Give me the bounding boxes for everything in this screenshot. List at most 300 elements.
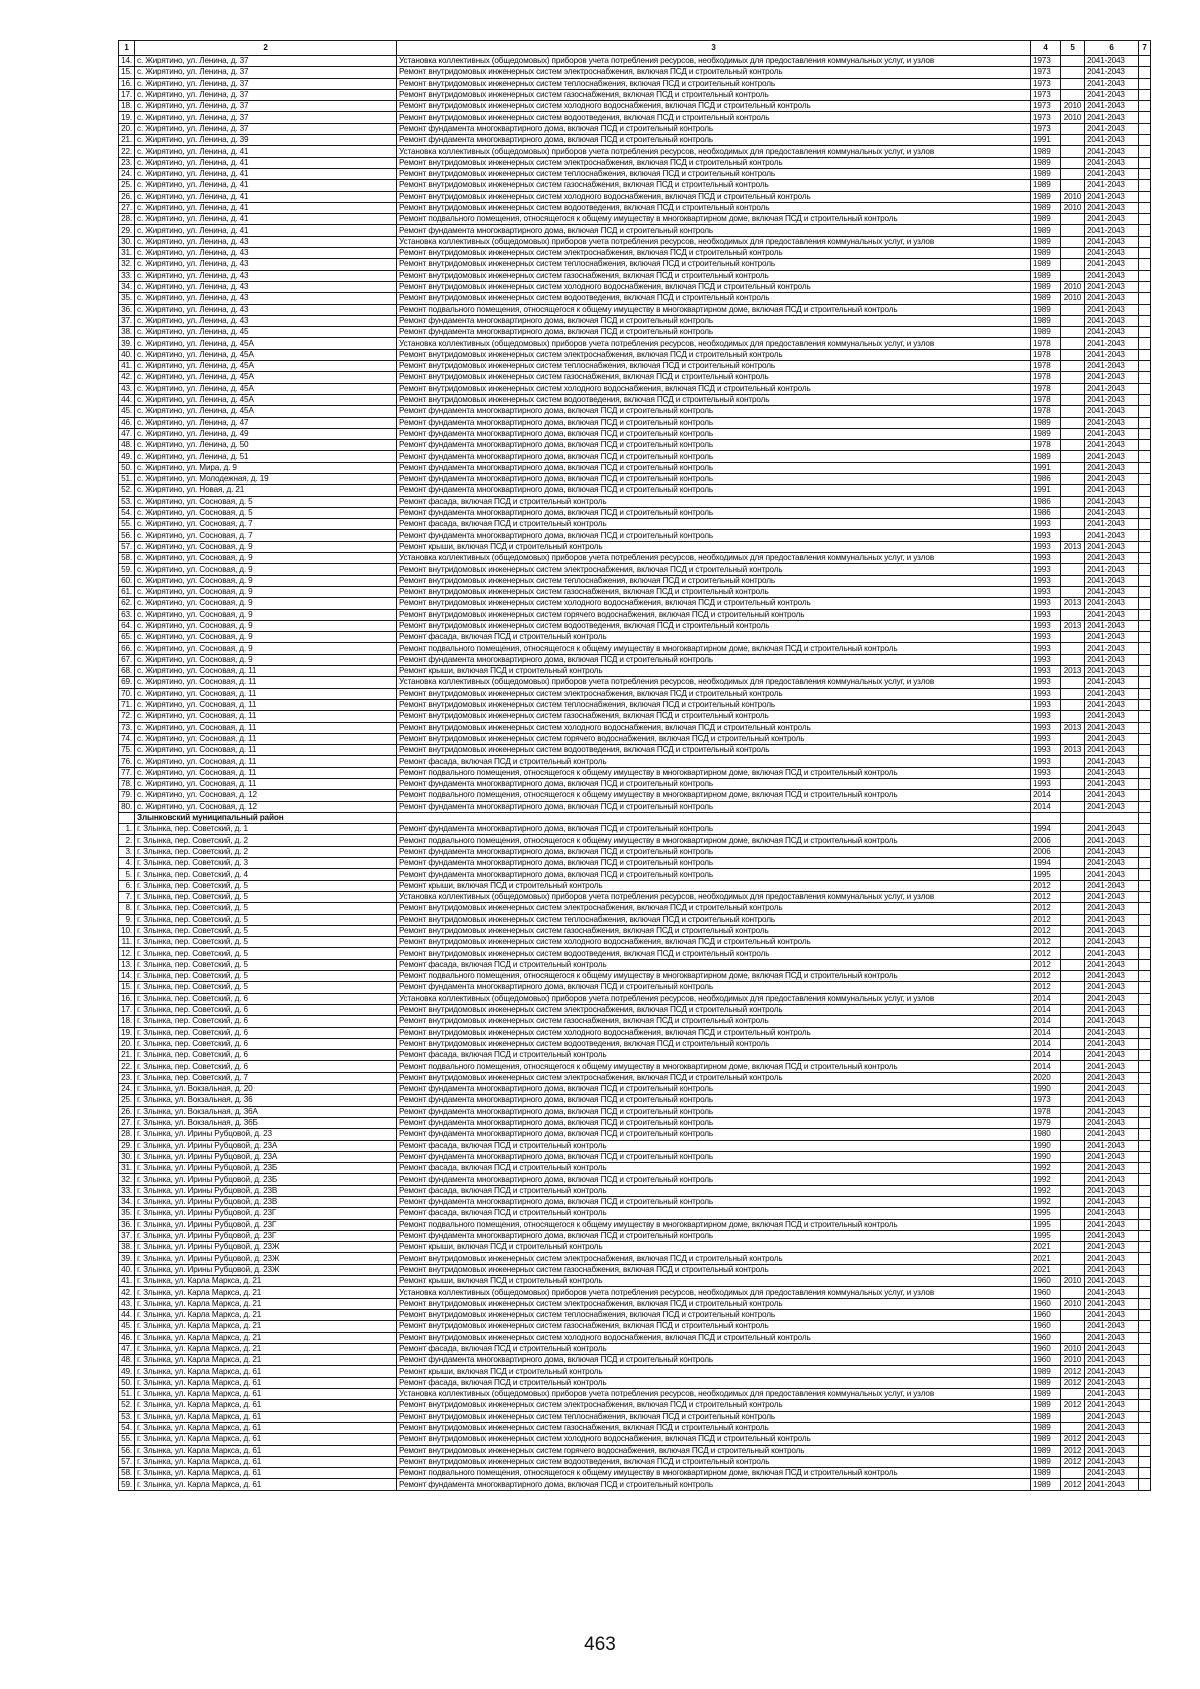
address: с. Жирятино, ул. Сосновая, д. 11 — [135, 711, 397, 722]
work-type: Ремонт крыши, включая ПСД и строительный контроль — [397, 541, 1031, 552]
table-row — [119, 1004, 1151, 1015]
column-7-cell — [1139, 835, 1151, 846]
work-type: Ремонт подвального помещения, относящегося к общему имуществу в многоквартирном доме, включая ПСД и строительный контроль — [397, 971, 1031, 982]
last-repair-year — [1061, 959, 1085, 970]
column-7-cell — [1139, 293, 1151, 304]
row-number: 63. — [119, 609, 135, 620]
work-type: Ремонт фасада, включая ПСД и строительный контроль — [397, 1163, 1031, 1174]
work-type: Ремонт внутридомовых инженерных систем холодного водоснабжения, включая ПСД и строительный контроль — [397, 1332, 1031, 1343]
row-number: 25. — [119, 180, 135, 191]
column-7-cell — [1139, 824, 1151, 835]
row-number: 33. — [119, 1185, 135, 1196]
table-row — [119, 846, 1151, 857]
work-type: Ремонт фундамента многоквартирного дома, включая ПСД и строительный контроль — [397, 440, 1031, 451]
last-repair-year — [1061, 1174, 1085, 1185]
work-type — [397, 812, 1031, 823]
last-repair-year — [1061, 1253, 1085, 1264]
row-number: 22. — [119, 146, 135, 157]
planned-period: 2041-2043 — [1085, 191, 1139, 202]
last-repair-year — [1061, 406, 1085, 417]
row-number: 46. — [119, 1332, 135, 1343]
address: г. Злынка, ул. Ирины Рубцовой, д. 23Ж — [135, 1242, 397, 1253]
table-row — [119, 168, 1151, 179]
year-built: 1993 — [1031, 519, 1061, 530]
work-type: Ремонт фундамента многоквартирного дома, включая ПСД и строительный контроль — [397, 846, 1031, 857]
last-repair-year: 2013 — [1061, 620, 1085, 631]
year-built: 1986 — [1031, 473, 1061, 484]
work-type: Ремонт фундамента многоквартирного дома, включая ПСД и строительный контроль — [397, 451, 1031, 462]
year-built: 1993 — [1031, 575, 1061, 586]
table-row — [119, 1264, 1151, 1275]
address: г. Злынка, ул. Ирины Рубцовой, д. 23А — [135, 1151, 397, 1162]
work-type: Установка коллективных (общедомовых) приборов учета потребления ресурсов, необходимых для предоставления коммунальных услуг, и узлов — [397, 891, 1031, 902]
year-built: 1993 — [1031, 711, 1061, 722]
year-built: 2014 — [1031, 1027, 1061, 1038]
work-type: Ремонт внутридомовых инженерных систем водоотведения, включая ПСД и строительный контроль — [397, 394, 1031, 405]
column-7-cell — [1139, 767, 1151, 778]
work-type: Ремонт фундамента многоквартирного дома, включая ПСД и строительный контроль — [397, 869, 1031, 880]
work-type: Ремонт внутридомовых инженерных систем холодного водоснабжения, включая ПСД и строительный контроль — [397, 937, 1031, 948]
column-7-cell — [1139, 315, 1151, 326]
row-number: 42. — [119, 372, 135, 383]
address: г. Злынка, пер. Советский, д. 5 — [135, 982, 397, 993]
table-row — [119, 225, 1151, 236]
table-row — [119, 146, 1151, 157]
work-type: Ремонт внутридомовых инженерных систем газоснабжения, включая ПСД и строительный контроль — [397, 372, 1031, 383]
address: г. Злынка, пер. Советский, д. 7 — [135, 1072, 397, 1083]
year-built: 2014 — [1031, 1050, 1061, 1061]
column-7-cell — [1139, 202, 1151, 213]
table-row — [119, 270, 1151, 281]
year-built: 1989 — [1031, 304, 1061, 315]
year-built: 1993 — [1031, 632, 1061, 643]
row-number: 45. — [119, 406, 135, 417]
row-number: 16. — [119, 78, 135, 89]
column-7-cell — [1139, 1208, 1151, 1219]
table-row — [119, 699, 1151, 710]
work-type: Установка коллективных (общедомовых) приборов учета потребления ресурсов, необходимых для предоставления коммунальных услуг, и узлов — [397, 553, 1031, 564]
planned-period: 2041-2043 — [1085, 937, 1139, 948]
last-repair-year — [1061, 654, 1085, 665]
work-type: Ремонт внутридомовых инженерных систем электроснабжения, включая ПСД и строительный контроль — [397, 1298, 1031, 1309]
work-type: Установка коллективных (общедомовых) приборов учета потребления ресурсов, необходимых для предоставления коммунальных услуг, и узлов — [397, 1389, 1031, 1400]
planned-period: 2041-2043 — [1085, 1445, 1139, 1456]
planned-period: 2041-2043 — [1085, 643, 1139, 654]
planned-period: 2041-2043 — [1085, 462, 1139, 473]
row-number: 80. — [119, 801, 135, 812]
column-7-cell — [1139, 191, 1151, 202]
address: с. Жирятино, ул. Сосновая, д. 9 — [135, 609, 397, 620]
row-number: 25. — [119, 1095, 135, 1106]
table-row — [119, 338, 1151, 349]
year-built: 2012 — [1031, 959, 1061, 970]
work-type: Ремонт крыши, включая ПСД и строительный контроль — [397, 880, 1031, 891]
planned-period: 2041-2043 — [1085, 214, 1139, 225]
last-repair-year — [1061, 948, 1085, 959]
last-repair-year — [1061, 801, 1085, 812]
row-number: 26. — [119, 1106, 135, 1117]
work-type: Ремонт фундамента многоквартирного дома, включая ПСД и строительный контроль — [397, 824, 1031, 835]
work-type: Ремонт внутридомовых инженерных систем газоснабжения, включая ПСД и строительный контроль — [397, 1321, 1031, 1332]
row-number: 21. — [119, 135, 135, 146]
year-built: 1994 — [1031, 858, 1061, 869]
last-repair-year — [1061, 575, 1085, 586]
last-repair-year — [1061, 586, 1085, 597]
work-type: Ремонт внутридомовых инженерных систем электроснабжения, включая ПСД и строительный контроль — [397, 1072, 1031, 1083]
work-type: Ремонт внутридомовых инженерных систем газоснабжения, включая ПСД и строительный контроль — [397, 1016, 1031, 1027]
last-repair-year — [1061, 903, 1085, 914]
section-header-row — [119, 812, 1151, 823]
planned-period: 2041-2043 — [1085, 315, 1139, 326]
column-7-cell — [1139, 564, 1151, 575]
address: с. Жирятино, ул. Сосновая, д. 5 — [135, 507, 397, 518]
last-repair-year: 2012 — [1061, 1445, 1085, 1456]
column-7-cell — [1139, 858, 1151, 869]
column-7-cell — [1139, 1355, 1151, 1366]
column-7-cell — [1139, 1434, 1151, 1445]
planned-period: 2041-2043 — [1085, 756, 1139, 767]
planned-period: 2041-2043 — [1085, 858, 1139, 869]
last-repair-year — [1061, 812, 1085, 823]
work-type: Ремонт внутридомовых инженерных систем электроснабжения, включая ПСД и строительный контроль — [397, 564, 1031, 575]
column-7-cell — [1139, 1196, 1151, 1207]
row-number: 48. — [119, 1355, 135, 1366]
column-7-cell — [1139, 451, 1151, 462]
planned-period: 2041-2043 — [1085, 1456, 1139, 1467]
last-repair-year — [1061, 338, 1085, 349]
row-number: 24. — [119, 1084, 135, 1095]
planned-period: 2041-2043 — [1085, 270, 1139, 281]
year-built: 1973 — [1031, 89, 1061, 100]
last-repair-year — [1061, 157, 1085, 168]
table-row — [119, 948, 1151, 959]
year-built: 1995 — [1031, 1208, 1061, 1219]
row-number: 34. — [119, 1196, 135, 1207]
table-row — [119, 180, 1151, 191]
last-repair-year — [1061, 1309, 1085, 1320]
column-7-cell — [1139, 394, 1151, 405]
table-row — [119, 394, 1151, 405]
year-built: 1960 — [1031, 1321, 1061, 1332]
row-number: 15. — [119, 982, 135, 993]
planned-period: 2041-2043 — [1085, 225, 1139, 236]
last-repair-year — [1061, 440, 1085, 451]
planned-period: 2041-2043 — [1085, 202, 1139, 213]
year-built: 1978 — [1031, 394, 1061, 405]
year-built: 1993 — [1031, 609, 1061, 620]
planned-period: 2041-2043 — [1085, 78, 1139, 89]
last-repair-year — [1061, 67, 1085, 78]
planned-period: 2041-2043 — [1085, 1468, 1139, 1479]
table-row — [119, 248, 1151, 259]
work-type: Ремонт фундамента многоквартирного дома, включая ПСД и строительный контроль — [397, 327, 1031, 338]
table-row — [119, 304, 1151, 315]
row-number: 61. — [119, 586, 135, 597]
row-number: 71. — [119, 699, 135, 710]
table-row — [119, 349, 1151, 360]
address: г. Злынка, ул. Ирины Рубцовой, д. 23Г — [135, 1208, 397, 1219]
last-repair-year — [1061, 993, 1085, 1004]
work-type: Ремонт подвального помещения, относящегося к общему имуществу в многоквартирном доме, включая ПСД и строительный контроль — [397, 767, 1031, 778]
address: г. Злынка, ул. Карла Маркса, д. 61 — [135, 1422, 397, 1433]
table-row — [119, 654, 1151, 665]
last-repair-year — [1061, 507, 1085, 518]
last-repair-year — [1061, 56, 1085, 67]
column-7-cell — [1139, 281, 1151, 292]
table-row — [119, 1377, 1151, 1388]
table-row — [119, 609, 1151, 620]
column-7-cell — [1139, 1366, 1151, 1377]
row-number: 10. — [119, 925, 135, 936]
table-row — [119, 1185, 1151, 1196]
last-repair-year: 2010 — [1061, 293, 1085, 304]
address: г. Злынка, ул. Ирины Рубцовой, д. 23 — [135, 1129, 397, 1140]
table-row — [119, 236, 1151, 247]
work-type: Ремонт подвального помещения, относящегося к общему имуществу в многоквартирном доме, включая ПСД и строительный контроль — [397, 1468, 1031, 1479]
row-number: 68. — [119, 666, 135, 677]
column-7-cell — [1139, 699, 1151, 710]
address: с. Жирятино, ул. Ленина, д. 49 — [135, 428, 397, 439]
column-header-7: 7 — [1139, 41, 1151, 56]
planned-period: 2041-2043 — [1085, 1377, 1139, 1388]
year-built: 1980 — [1031, 1129, 1061, 1140]
column-7-cell — [1139, 1219, 1151, 1230]
address: с. Жирятино, ул. Ленина, д. 45А — [135, 349, 397, 360]
table-row — [119, 281, 1151, 292]
address: с. Жирятино, ул. Ленина, д. 41 — [135, 202, 397, 213]
work-type: Ремонт фасада, включая ПСД и строительный контроль — [397, 1050, 1031, 1061]
planned-period: 2041-2043 — [1085, 824, 1139, 835]
planned-period: 2041-2043 — [1085, 383, 1139, 394]
address: г. Злынка, ул. Карла Маркса, д. 21 — [135, 1332, 397, 1343]
year-built: 2014 — [1031, 1038, 1061, 1049]
work-type: Ремонт внутридомовых инженерных систем теплоснабжения, включая ПСД и строительный контроль — [397, 168, 1031, 179]
column-7-cell — [1139, 711, 1151, 722]
work-type: Ремонт фундамента многоквартирного дома, включая ПСД и строительный контроль — [397, 1106, 1031, 1117]
table-row — [119, 677, 1151, 688]
planned-period — [1085, 812, 1139, 823]
column-header-4: 4 — [1031, 41, 1061, 56]
planned-period: 2041-2043 — [1085, 1422, 1139, 1433]
address: с. Жирятино, ул. Ленина, д. 41 — [135, 214, 397, 225]
last-repair-year — [1061, 1027, 1085, 1038]
work-type: Ремонт фундамента многоквартирного дома, включая ПСД и строительный контроль — [397, 406, 1031, 417]
year-built: 1960 — [1031, 1355, 1061, 1366]
column-7-cell — [1139, 1343, 1151, 1354]
row-number: 13. — [119, 959, 135, 970]
address: г. Злынка, ул. Ирины Рубцовой, д. 23Ж — [135, 1264, 397, 1275]
table-row — [119, 191, 1151, 202]
planned-period: 2041-2043 — [1085, 406, 1139, 417]
planned-period: 2041-2043 — [1085, 1309, 1139, 1320]
table-row — [119, 135, 1151, 146]
column-7-cell — [1139, 790, 1151, 801]
last-repair-year: 2010 — [1061, 1343, 1085, 1354]
address: с. Жирятино, ул. Ленина, д. 37 — [135, 56, 397, 67]
work-type: Ремонт фасада, включая ПСД и строительный контроль — [397, 496, 1031, 507]
column-7-cell — [1139, 1016, 1151, 1027]
row-number: 70. — [119, 688, 135, 699]
year-built: 1989 — [1031, 315, 1061, 326]
column-7-cell — [1139, 733, 1151, 744]
row-number: 57. — [119, 1456, 135, 1467]
year-built: 1993 — [1031, 541, 1061, 552]
column-7-cell — [1139, 1332, 1151, 1343]
table-row — [119, 89, 1151, 100]
work-type: Ремонт фундамента многоквартирного дома, включая ПСД и строительный контроль — [397, 1117, 1031, 1128]
row-number: 77. — [119, 767, 135, 778]
column-7-cell — [1139, 519, 1151, 530]
address: г. Злынка, пер. Советский, д. 5 — [135, 948, 397, 959]
last-repair-year: 2012 — [1061, 1456, 1085, 1467]
row-number: 58. — [119, 1468, 135, 1479]
table-row — [119, 1140, 1151, 1151]
address: с. Жирятино, ул. Ленина, д. 45А — [135, 361, 397, 372]
planned-period: 2041-2043 — [1085, 688, 1139, 699]
last-repair-year: 2013 — [1061, 598, 1085, 609]
table-row — [119, 733, 1151, 744]
last-repair-year — [1061, 1061, 1085, 1072]
column-7-cell — [1139, 361, 1151, 372]
address: с. Жирятино, ул. Ленина, д. 37 — [135, 123, 397, 134]
row-number: 74. — [119, 733, 135, 744]
planned-period: 2041-2043 — [1085, 451, 1139, 462]
row-number: 50. — [119, 462, 135, 473]
year-built: 1989 — [1031, 202, 1061, 213]
work-type: Ремонт фундамента многоквартирного дома, включая ПСД и строительный контроль — [397, 1174, 1031, 1185]
year-built: 1978 — [1031, 338, 1061, 349]
work-type: Ремонт внутридомовых инженерных систем водоотведения, включая ПСД и строительный контроль — [397, 948, 1031, 959]
year-built: 2014 — [1031, 801, 1061, 812]
year-built: 1989 — [1031, 191, 1061, 202]
work-type: Ремонт внутридомовых инженерных систем водоотведения, включая ПСД и строительный контроль — [397, 293, 1031, 304]
address: г. Злынка, ул. Карла Маркса, д. 21 — [135, 1287, 397, 1298]
year-built: 2014 — [1031, 790, 1061, 801]
table-row — [119, 473, 1151, 484]
year-built: 2020 — [1031, 1072, 1061, 1083]
column-7-cell — [1139, 1298, 1151, 1309]
last-repair-year — [1061, 1050, 1085, 1061]
column-7-cell — [1139, 327, 1151, 338]
row-number: 49. — [119, 451, 135, 462]
address: с. Жирятино, ул. Сосновая, д. 5 — [135, 496, 397, 507]
last-repair-year — [1061, 1208, 1085, 1219]
address: с. Жирятино, ул. Сосновая, д. 11 — [135, 666, 397, 677]
table-row — [119, 1445, 1151, 1456]
row-number: 54. — [119, 507, 135, 518]
address: с. Жирятино, ул. Сосновая, д. 11 — [135, 733, 397, 744]
address: г. Злынка, ул. Вокзальная, д. 36А — [135, 1106, 397, 1117]
address: с. Жирятино, ул. Ленина, д. 51 — [135, 451, 397, 462]
row-number: 56. — [119, 1445, 135, 1456]
table-row — [119, 1298, 1151, 1309]
last-repair-year — [1061, 89, 1085, 100]
table-row — [119, 620, 1151, 631]
year-built: 1993 — [1031, 620, 1061, 631]
column-7-cell — [1139, 1276, 1151, 1287]
work-type: Ремонт подвального помещения, относящегося к общему имуществу в многоквартирном доме, включая ПСД и строительный контроль — [397, 790, 1031, 801]
last-repair-year — [1061, 372, 1085, 383]
row-number: 4. — [119, 858, 135, 869]
row-number: 14. — [119, 56, 135, 67]
last-repair-year — [1061, 214, 1085, 225]
year-built: 2012 — [1031, 903, 1061, 914]
table-row — [119, 745, 1151, 756]
column-header-6: 6 — [1085, 41, 1139, 56]
address: г. Злынка, пер. Советский, д. 6 — [135, 993, 397, 1004]
address: г. Злынка, ул. Ирины Рубцовой, д. 23В — [135, 1185, 397, 1196]
column-7-cell — [1139, 304, 1151, 315]
address: с. Жирятино, ул. Сосновая, д. 9 — [135, 564, 397, 575]
work-type: Ремонт внутридомовых инженерных систем электроснабжения, включая ПСД и строительный контроль — [397, 157, 1031, 168]
table-body — [119, 56, 1151, 1491]
last-repair-year: 2013 — [1061, 722, 1085, 733]
year-built: 1986 — [1031, 496, 1061, 507]
row-number: 38. — [119, 1242, 135, 1253]
work-type: Ремонт фундамента многоквартирного дома, включая ПСД и строительный контроль — [397, 801, 1031, 812]
address: г. Злынка, ул. Карла Маркса, д. 61 — [135, 1366, 397, 1377]
column-7-cell — [1139, 462, 1151, 473]
table-row — [119, 1230, 1151, 1241]
row-number: 33. — [119, 270, 135, 281]
row-number: 75. — [119, 745, 135, 756]
column-7-cell — [1139, 530, 1151, 541]
planned-period: 2041-2043 — [1085, 349, 1139, 360]
address: г. Злынка, ул. Карла Маркса, д. 61 — [135, 1377, 397, 1388]
column-7-cell — [1139, 112, 1151, 123]
last-repair-year — [1061, 914, 1085, 925]
table-row — [119, 541, 1151, 552]
column-7-cell — [1139, 1468, 1151, 1479]
year-built: 1989 — [1031, 1400, 1061, 1411]
year-built: 1989 — [1031, 281, 1061, 292]
planned-period: 2041-2043 — [1085, 1196, 1139, 1207]
column-7-cell — [1139, 1456, 1151, 1467]
repair-schedule-table — [118, 40, 1151, 1491]
last-repair-year — [1061, 925, 1085, 936]
table-row — [119, 835, 1151, 846]
table-row — [119, 507, 1151, 518]
row-number: 7. — [119, 891, 135, 902]
address: г. Злынка, пер. Советский, д. 6 — [135, 1027, 397, 1038]
year-built: 1989 — [1031, 236, 1061, 247]
planned-period: 2041-2043 — [1085, 925, 1139, 936]
work-type: Ремонт фасада, включая ПСД и строительный контроль — [397, 1140, 1031, 1151]
last-repair-year — [1061, 891, 1085, 902]
planned-period: 2041-2043 — [1085, 1230, 1139, 1241]
column-7-cell — [1139, 496, 1151, 507]
work-type: Ремонт внутридомовых инженерных систем водоотведения, включая ПСД и строительный контроль — [397, 1456, 1031, 1467]
table-row — [119, 937, 1151, 948]
planned-period: 2041-2043 — [1085, 598, 1139, 609]
address: с. Жирятино, ул. Сосновая, д. 9 — [135, 541, 397, 552]
planned-period: 2041-2043 — [1085, 959, 1139, 970]
address: с. Жирятино, ул. Ленина, д. 41 — [135, 225, 397, 236]
table-row — [119, 67, 1151, 78]
table-row — [119, 1163, 1151, 1174]
work-type: Ремонт внутридомовых инженерных систем газоснабжения, включая ПСД и строительный контроль — [397, 925, 1031, 936]
address: с. Жирятино, ул. Сосновая, д. 7 — [135, 530, 397, 541]
address: г. Злынка, ул. Ирины Рубцовой, д. 23Б — [135, 1174, 397, 1185]
work-type: Установка коллективных (общедомовых) приборов учета потребления ресурсов, необходимых для предоставления коммунальных услуг, и узлов — [397, 1287, 1031, 1298]
district-name: Злынковский муниципальный район — [135, 812, 397, 823]
document-sheet — [118, 40, 1150, 1491]
column-7-cell — [1139, 214, 1151, 225]
column-7-cell — [1139, 1061, 1151, 1072]
planned-period: 2041-2043 — [1085, 745, 1139, 756]
table-row — [119, 496, 1151, 507]
planned-period: 2041-2043 — [1085, 620, 1139, 631]
